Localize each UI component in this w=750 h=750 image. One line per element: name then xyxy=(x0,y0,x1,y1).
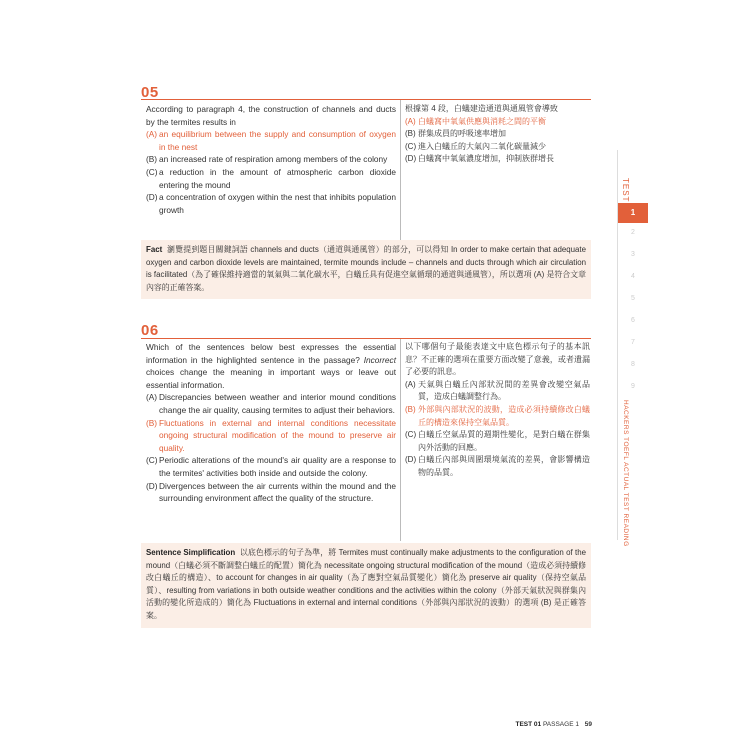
q05-options-zh xyxy=(405,116,590,166)
tab-test-5[interactable]: 5 xyxy=(631,295,635,302)
option-text: 白蟻丘空氣品質的週期性變化，是對白蟻在群集內外活動的回應。 xyxy=(418,430,590,452)
option-text: 白蟻丘內部與周圍環境氣流的差異，會影響構造物的品質。 xyxy=(418,455,590,477)
sidebar-brand: HACKERS TOEFL ACTUAL TEST READING xyxy=(622,400,629,547)
q06-options-en xyxy=(146,391,396,504)
q05-explanation-box xyxy=(141,240,591,299)
q05-en-option-c xyxy=(146,166,396,191)
tab-test-4[interactable]: 4 xyxy=(631,273,635,280)
tab-test-8[interactable]: 8 xyxy=(631,361,635,368)
q06-zh-option-d xyxy=(405,454,590,479)
option-label: (D) xyxy=(146,192,158,203)
option-text: Periodic alterations of the mound's air quality are a response to the termites' activities both inside and outside the colony. xyxy=(159,455,396,478)
q05-zh-option-c xyxy=(405,141,590,154)
q05-zh-option-b xyxy=(405,128,590,141)
q06-stem-zh: 以下哪個句子最能表達文中底色標示句子的基本訊息？不正確的選項在重要方面改變了意義，或者遺漏了必要的訊息。 xyxy=(405,342,590,377)
q06-explain-label: Sentence Simplification xyxy=(146,548,236,557)
option-label: (A) xyxy=(146,392,158,403)
question-number-06: 06 xyxy=(141,322,159,339)
option-label: (A) xyxy=(405,379,416,389)
option-text: an equilibrium between the supply and consumption of oxygen in the nest xyxy=(159,129,396,152)
q06-en-option-c xyxy=(146,454,396,479)
q05-explain-text: 瀏覽提到題目關鍵詞語 channels and ducts（通道與通風管）的部分，可以得知 In order to make certain that adequate oxygen and carbon dioxide levels are maintained, termite mounds include – channels and ducts through which air circulation is facilitated（為了確保維持適當的氧氣與二氧化碳水平，白蟻丘具有促進空氣循環的通道與通風管），所以選項 (A) 是符合文章內容的正確答案。 xyxy=(146,245,587,292)
option-text: an increased rate of respiration among members of the colony xyxy=(159,154,388,165)
q06-zh-option-b xyxy=(405,404,590,429)
q05-en-option-b xyxy=(146,153,396,166)
q05-en-option-d xyxy=(146,191,396,216)
tab-test-2[interactable]: 2 xyxy=(631,229,635,236)
q06-stem: Which of the sentences below best expresses the essential information in the highlighted sentence in the passage? Incorrect choices change the meaning in important ways or leave out essential information. xyxy=(146,342,396,390)
q06-en-option-b xyxy=(146,417,396,455)
option-label: (C) xyxy=(405,141,417,151)
footer-test: TEST 01 xyxy=(515,721,542,728)
option-label: (A) xyxy=(146,129,158,140)
q06-zh-option-c xyxy=(405,429,590,454)
q06-en-option-d xyxy=(146,480,396,505)
q06-explanation-box xyxy=(141,543,591,628)
q05-column-divider xyxy=(400,100,401,240)
option-text: a concentration of oxygen within the nest that inhibits population growth xyxy=(159,192,396,215)
option-label: (D) xyxy=(405,455,417,465)
tab-test-6[interactable]: 6 xyxy=(631,317,635,324)
q06-en-option-a xyxy=(146,391,396,416)
option-text: 外部與內部狀況的波動，造成必須持續修改白蟻丘的構造來保持空氣品質。 xyxy=(418,404,590,427)
q05-stem: According to paragraph 4, the construction of channels and ducts by the termites results in xyxy=(146,104,396,127)
q05-explain-label: Fact xyxy=(146,245,163,254)
option-label: (C) xyxy=(146,166,158,177)
tab-test-9[interactable]: 9 xyxy=(631,383,635,390)
option-label: (B) xyxy=(146,154,158,165)
question-number-05: 05 xyxy=(141,84,159,101)
q05-zh-option-d xyxy=(405,153,590,166)
option-text: 天氣與白蟻丘內部狀況間的差異會改變空氣品質，造成白蟻調整行為。 xyxy=(418,379,590,402)
q06-column-divider xyxy=(400,339,401,541)
q06-options-zh xyxy=(405,379,590,480)
option-text: 白蟻窩中氧氣濃度增加，抑制族群增長 xyxy=(418,154,554,164)
q05-top-rule xyxy=(141,99,591,100)
q06-english-column xyxy=(146,341,396,505)
footer-passage: PASSAGE 1 xyxy=(542,721,579,728)
option-label: (C) xyxy=(146,455,158,466)
tab-test-7[interactable]: 7 xyxy=(631,339,635,346)
option-label: (B) xyxy=(146,417,158,428)
q05-en-option-a xyxy=(146,128,396,153)
option-text: Divergences between the air currents within the mound and the surrounding environment affect the quality of the structure. xyxy=(159,480,396,504)
option-text: 群集成員的呼吸速率增加 xyxy=(418,129,506,139)
option-text: Fluctuations in external and internal conditions necessitate ongoing structural modification of the mound to preserve air quality. xyxy=(159,417,396,453)
q05-stem-zh: 根據第 4 段，白蟻建造通道與通風管會導致 xyxy=(405,104,558,113)
q05-zh-option-a xyxy=(405,116,590,129)
q05-options-en xyxy=(146,128,396,216)
q05-english-column xyxy=(146,103,396,216)
q06-explain-text: 以底色標示的句子為準，將 Termites must continually make adjustments to the configuration of the mound（白蟻必須不斷調整白蟻丘的配置）簡化為 necessitate ongoing structural modification of the mound（造成必須持續修改白蟻丘的構造）、to account for changes in air quality（為了應對空氣品質變化）簡化為 preserve air quality（保持空氣品質）、resulting from variations in both outside weather conditions and the activities within the colony（外部天氣狀況與群集內活動的變化所造成的）簡化為 Fluctuations in external and internal conditions（外部與內部狀況的波動）的選項 (B) 是正確答案。 xyxy=(146,548,586,620)
option-text: 進入白蟻丘的大氣內二氧化碳量減少 xyxy=(418,141,546,151)
q05-chinese-column xyxy=(405,103,590,166)
option-label: (B) xyxy=(405,404,416,414)
q06-chinese-column xyxy=(405,341,590,480)
page-number: 59 xyxy=(584,721,592,728)
tab-test-1[interactable]: 1 xyxy=(618,203,648,223)
option-text: Discrepancies between weather and interior mound conditions change the air quality, causing termites to adjust their behaviors. xyxy=(159,392,396,415)
option-label: (B) xyxy=(405,129,416,139)
q06-top-rule xyxy=(141,338,591,339)
option-label: (D) xyxy=(146,480,158,491)
option-text: 白蟻窩中氧氣供應與消耗之間的平衡 xyxy=(418,116,546,126)
sidebar-test-label: TEST xyxy=(621,178,630,203)
tab-test-3[interactable]: 3 xyxy=(631,251,635,258)
option-label: (C) xyxy=(405,430,417,440)
option-text: a reduction in the amount of atmospheric carbon dioxide entering the mound xyxy=(159,166,396,190)
q06-zh-option-a xyxy=(405,379,590,404)
page-footer xyxy=(515,721,592,728)
option-label: (D) xyxy=(405,154,417,164)
option-label: (A) xyxy=(405,116,416,126)
